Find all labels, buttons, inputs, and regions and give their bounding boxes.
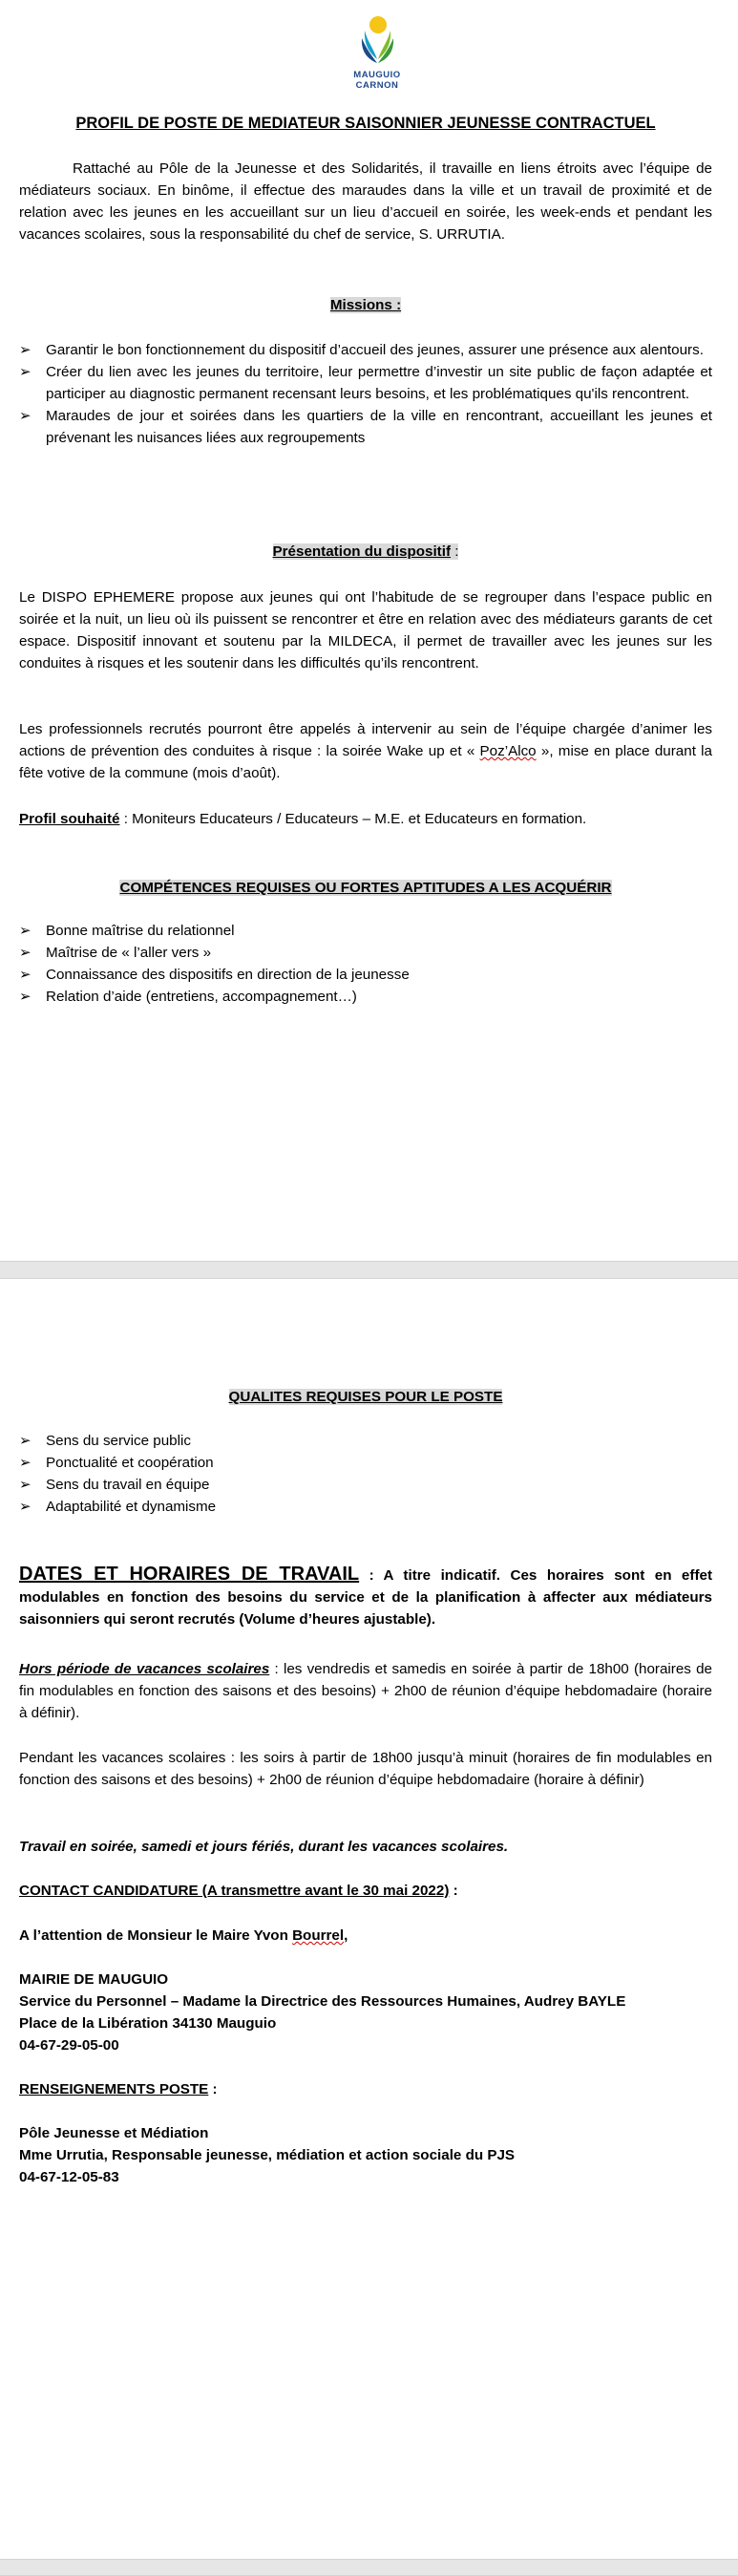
hors-vacances-paragraph: Hors période de vacances scolaires : les vendredis et samedis en soirée à partir de 18h00 (horaires de fin modulables en fonction des saisons et des besoins) + 2h00 de réunion d’équipe hebdomadaire (horaire à définir). — [19, 1661, 713, 1721]
missions-heading — [19, 294, 712, 316]
service-personnel: Service du Personnel – Madame la Directrice des Ressources Humaines, Audrey BAYLE — [19, 1993, 626, 2010]
list-item: ➢ Sens du travail en équipe — [19, 1474, 712, 1496]
competences-heading-text: COMPÉTENCES REQUISES OU FORTES APTITUDES A LES ACQUÉRIR — [119, 880, 612, 896]
arrow-bullet-icon: ➢ — [19, 923, 32, 939]
list-item: ➢ Maîtrise de « l’aller vers » — [19, 942, 712, 964]
arrow-bullet-icon: ➢ — [19, 989, 32, 1005]
document-page-2 — [0, 1279, 738, 2559]
list-item: ➢ Adaptabilité et dynamisme — [19, 1496, 712, 1518]
qualites-heading-text: QUALITES REQUISES POUR LE POSTE — [228, 1389, 503, 1405]
logo-mark-icon — [339, 10, 415, 67]
missions-list — [19, 339, 712, 449]
job-title: PROFIL DE POSTE DE MEDIATEUR SAISONNIER JEUNESSE CONTRACTUEL — [75, 115, 656, 132]
list-item: ➢ Relation d’aide (entretiens, accompagnement…) — [19, 986, 712, 1008]
profil-label: Profil souhaité — [19, 811, 120, 827]
pole-name: Pôle Jeunesse et Médiation — [19, 2125, 209, 2141]
arrow-bullet-icon: ➢ — [19, 1499, 32, 1515]
qualites-list — [19, 1430, 712, 1518]
hors-vacances-label: Hors période de vacances scolaires — [19, 1661, 270, 1677]
renseignements-heading: RENSEIGNEMENTS POSTE : — [19, 2081, 218, 2097]
list-item: ➢ Bonne maîtrise du relationnel — [19, 920, 712, 942]
qualites-heading — [19, 1386, 712, 1408]
pole-phone: 04-67-12-05-83 — [19, 2169, 119, 2185]
renseignements-heading-text: RENSEIGNEMENTS POSTE — [19, 2081, 209, 2097]
list-item: ➢ Garantir le bon fonctionnement du dispositif d’accueil des jeunes, assurer une présence aux alentours. — [19, 339, 712, 361]
list-item: ➢ Maraudes de jour et soirées dans les quartiers de la ville en rencontrant, accueillant les jeunes et prévenant les nuisances liées aux regroupements — [19, 405, 712, 449]
presentation-heading-text: Présentation du dispositif — [272, 543, 452, 560]
page-break-gap — [0, 2559, 738, 2576]
mairie-name: MAIRIE DE MAUGUIO — [19, 1971, 169, 1988]
document-page-1 — [0, 0, 738, 1261]
arrow-bullet-icon: ➢ — [19, 967, 32, 983]
contact-heading-text: CONTACT CANDIDATURE (A transmettre avant le 30 mai 2022) — [19, 1883, 450, 1899]
arrow-bullet-icon: ➢ — [19, 945, 32, 961]
intro-paragraph: Rattaché au Pôle de la Jeunesse et des Solidarités, il travaille en liens étroits avec l’équipe de médiateurs sociaux. En binôme, il effectue des maraudes dans la ville et un travail de proximité et de relation avec les jeunes en les accueillant sur un lieu d’accueil en soirée, les week-ends et pendant les vacances scolaires, sous la responsabilité du chef de service, S. URRUTIA. — [19, 160, 712, 243]
missions-heading-text: Missions : — [329, 297, 402, 313]
arrow-bullet-icon: ➢ — [19, 1433, 32, 1449]
list-item: ➢ Connaissance des dispositifs en direction de la jeunesse — [19, 964, 712, 986]
list-item: ➢ Créer du lien avec les jeunes du territoire, leur permettre d’investir un site public de façon adaptée et participer au diagnostic permanent recensant leurs besoins, et les problématiques qu'ils rencontrent. — [19, 361, 712, 405]
logo-text-line1: MAUGUIO — [353, 70, 401, 80]
travail-soiree: Travail en soirée, samedi et jours fériés, durant les vacances scolaires. — [19, 1839, 509, 1855]
arrow-bullet-icon: ➢ — [19, 408, 32, 424]
list-item: ➢ Sens du service public — [19, 1430, 712, 1452]
page-break-gap — [0, 1261, 738, 1279]
attention-line: A l’attention de Monsieur le Maire Yvon Bourrel, — [19, 1927, 348, 1944]
competences-list — [19, 920, 712, 1008]
mauguio-logo — [339, 10, 415, 97]
dates-horaires-paragraph: DATES ET HORAIRES DE TRAVAIL : A titre indicatif. Ces horaires sont en effet modulables en fonction des besoins du service et de la planification à affecter aux médiateurs saisonniers qui seront recrutés (Volume d’heures ajustable). — [19, 1564, 713, 1628]
presentation-paragraph-1: Le DISPO EPHEMERE propose aux jeunes qui ont l’habitude de se regrouper dans l’espace public en soirée et la nuit, un lieu où ils puissent se rencontrer et être en relation avec des médiateurs garants de cet espace. Dispositif innovant et soutenu par la MILDECA, il permet de travailler avec les jeunes sur les conduites à risques et les soutenir dans les difficultés qu’ils rencontrent. — [19, 589, 712, 671]
logo-text-line2: CARNON — [355, 80, 399, 91]
mairie-phone: 04-67-29-05-00 — [19, 2037, 119, 2054]
dates-heading: DATES ET HORAIRES DE TRAVAIL — [19, 1564, 360, 1585]
presentation-paragraph-2: Les professionnels recrutés pourront être appelés à intervenir au sein de l’équipe chargée d’animer les actions de prévention des conduites à risque : la soirée Wake up et « Poz’Alco », mise en place durant la fête votive de la commune (mois d’août). — [19, 721, 712, 781]
profil-souhaite: Profil souhaité : Moniteurs Educateurs / Educateurs – M.E. et Educateurs en formation. — [19, 811, 587, 827]
responsable-name: Mme Urrutia, Responsable jeunesse, médiation et action sociale du PJS — [19, 2147, 516, 2163]
arrow-bullet-icon: ➢ — [19, 1477, 32, 1493]
arrow-bullet-icon: ➢ — [19, 364, 32, 380]
arrow-bullet-icon: ➢ — [19, 342, 32, 358]
pendant-vacances-paragraph: Pendant les vacances scolaires : les soirs à partir de 18h00 jusqu’à minuit (horaires de fin modulables en fonction des saisons et des besoins) + 2h00 de réunion d’équipe hebdomadaire (horaire à définir) — [19, 1750, 712, 1788]
presentation-heading: Présentation du dispositif : — [272, 543, 459, 560]
competences-heading — [19, 877, 712, 899]
list-item: ➢ Ponctualité et coopération — [19, 1452, 712, 1474]
contact-heading: CONTACT CANDIDATURE (A transmettre avant le 30 mai 2022) : — [19, 1883, 458, 1899]
arrow-bullet-icon: ➢ — [19, 1455, 32, 1471]
mairie-address: Place de la Libération 34130 Mauguio — [19, 2015, 277, 2032]
